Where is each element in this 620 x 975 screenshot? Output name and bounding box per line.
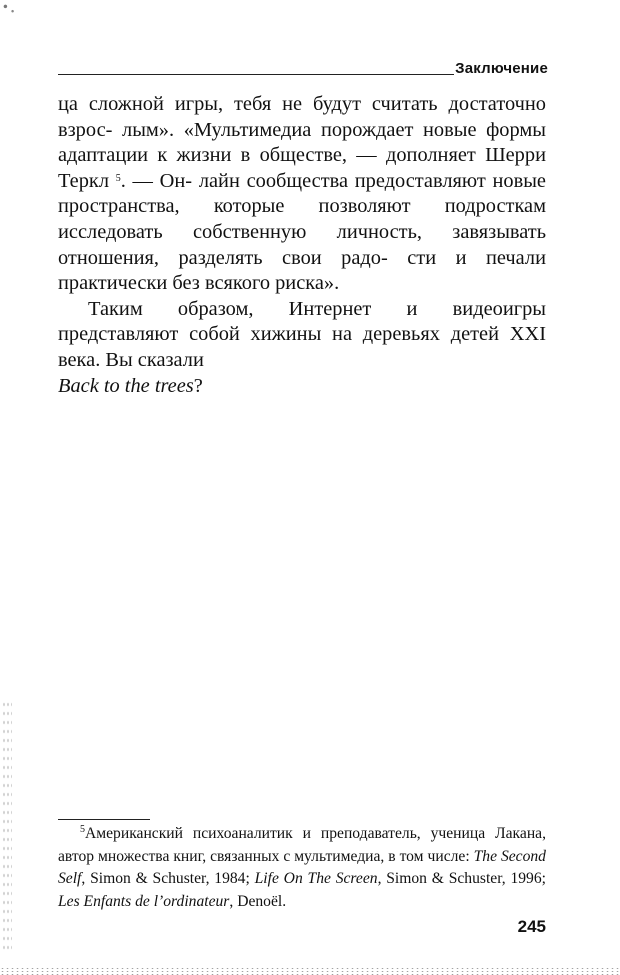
footnote-text-d: , Denoёl.: [229, 892, 287, 910]
scan-artifact-bottom: [0, 967, 620, 975]
footnote-title-1: The Second Self: [58, 847, 546, 887]
paragraph-2-italic: Back to the trees: [58, 374, 194, 397]
footnote-reference: 5: [115, 172, 121, 184]
scan-artifact-edge: [2, 700, 12, 950]
line-4: лайн сообщества предоставляют новые пространства,: [58, 169, 546, 218]
line-5: которые позволяют подросткам исследовать собственную: [58, 195, 546, 243]
line-2: лым». «Мультимедиа порождает новые формы адаптации: [58, 118, 546, 167]
footnote-rule: [58, 819, 150, 820]
footnote-title-2: Life On The Screen: [254, 870, 378, 887]
paragraph-2-end: ?: [193, 374, 203, 397]
footnote-title-3: Les Enfants de l’ordinateur: [58, 892, 230, 910]
page-number: 245: [517, 917, 546, 936]
paragraph-1: [58, 92, 546, 297]
scan-artifact-corner: [0, 0, 18, 16]
line-1: ца сложной игры, тебя не будут считать достаточно взрос-: [58, 93, 546, 141]
line-3-end: . — Он-: [120, 169, 193, 192]
footnote-text-a: Американский психоаналитик и преподаватель, ученица Лакана, автор множества книг, связанных с мультимедиа, в том числе:: [58, 825, 546, 865]
footnote-paragraph: [58, 823, 546, 913]
header-rule: [58, 74, 454, 75]
body-text: [58, 92, 546, 399]
footnote: [58, 823, 546, 913]
line-7: сти и печали практически без всякого риска».: [58, 246, 546, 295]
line-3: к жизни в обществе, — дополняет Шерри Теркл: [58, 144, 546, 192]
footnote-text-c: , Simon & Schuster, 1996;: [377, 870, 546, 887]
paragraph-2: [58, 297, 546, 399]
running-head: Заключение: [455, 60, 548, 77]
footnote-text-b: , Simon & Schuster, 1984;: [81, 870, 250, 887]
footnote-number: 5: [80, 824, 85, 835]
paragraph-2-text: Таким образом, Интернет и видеоигры представляют собой хижины на деревьях детей XXI века. Вы сказали: [58, 297, 546, 371]
line-6: личность, завязывать отношения, разделять свои радо-: [58, 220, 546, 269]
